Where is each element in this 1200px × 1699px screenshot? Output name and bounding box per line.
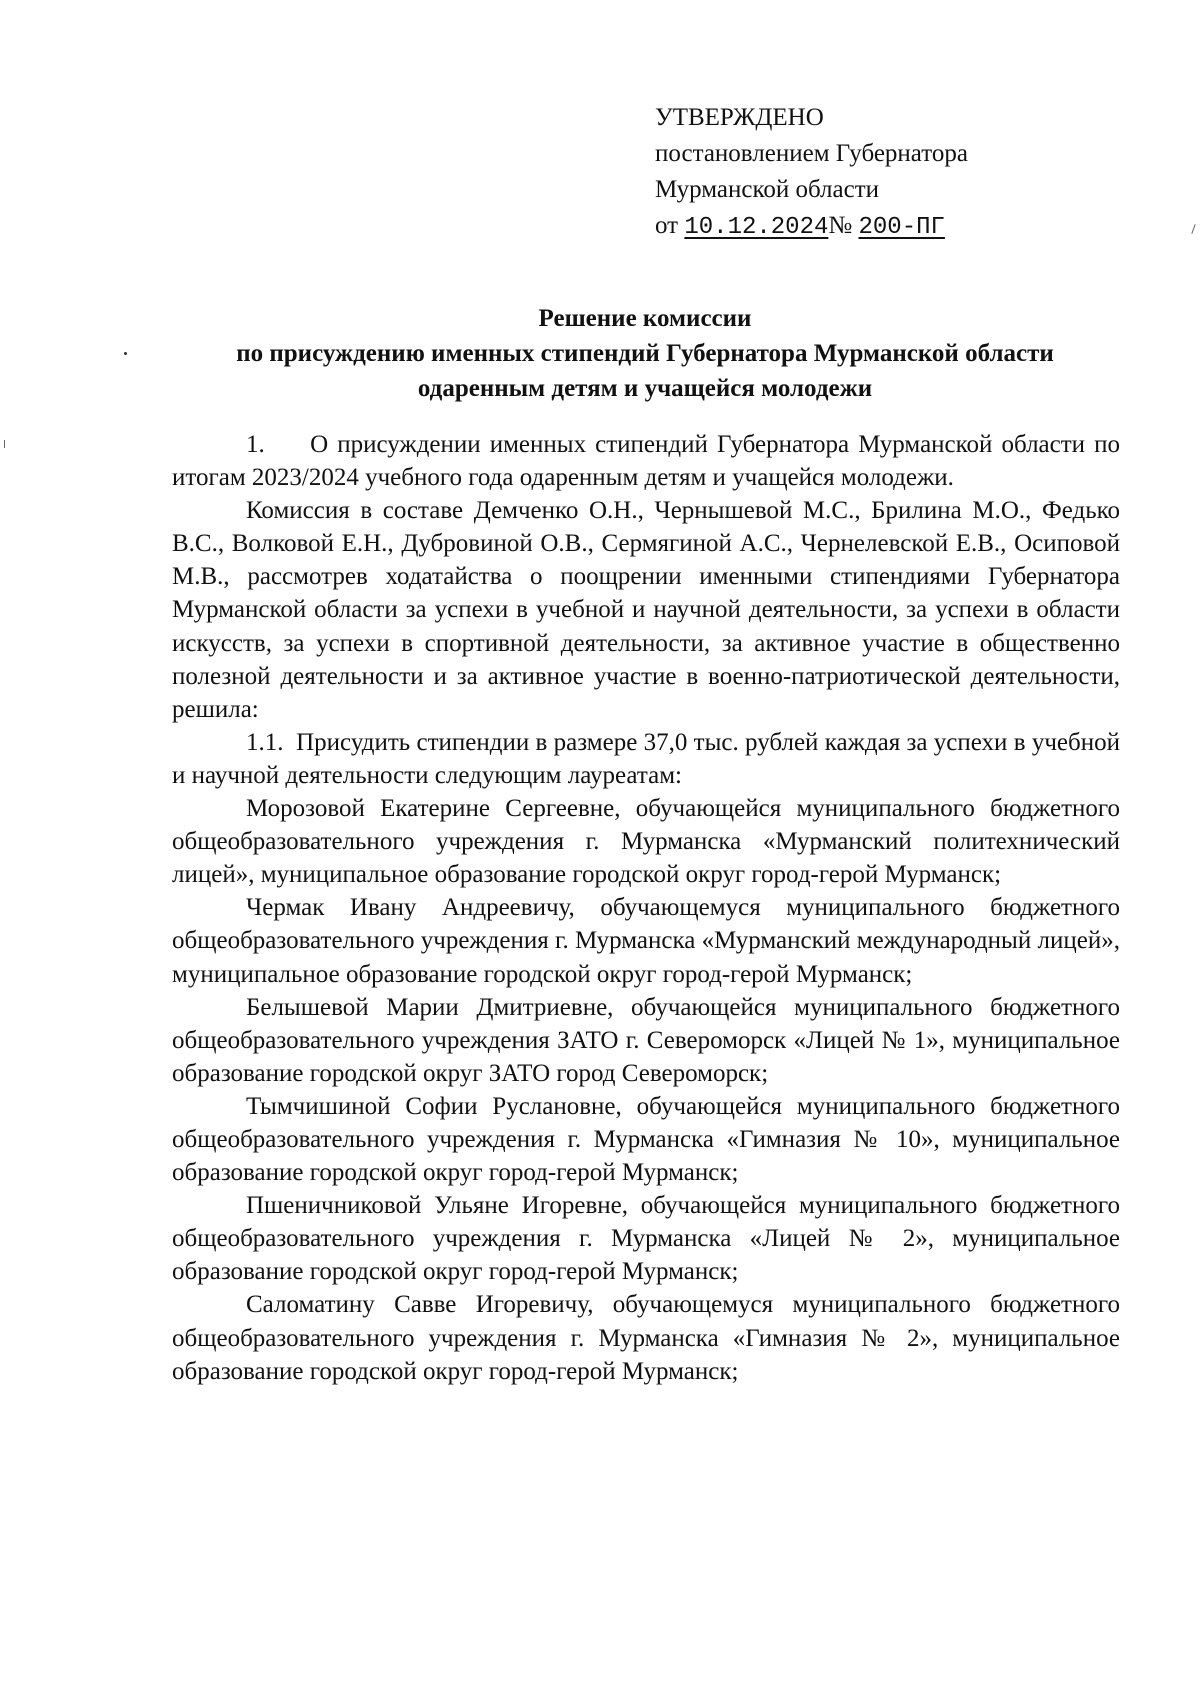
title-line-1: Решение комиссии: [538, 305, 752, 332]
title-line-2: по присуждению именных стипендий Губернатора Мурманской области: [236, 340, 1054, 367]
approval-date-line: [655, 208, 968, 246]
title-line-3: одаренным детям и учащейся молодежи: [417, 375, 873, 402]
date-prefix: от: [655, 212, 685, 239]
laureate-entry: Саломатину Савве Игоревичу, обучающемуся муниципального бюджетного общеобразовательного учреждения г. Мурманска «Гимназия № 2», муниципальное образование городской округ город-герой Мурманск;: [172, 1291, 1120, 1385]
laureate-entry: Пшеничниковой Ульяне Игоревне, обучающейся муниципального бюджетного общеобразовательного учреждения г. Мурманска «Лицей № 2», муниципальное образование городской округ город-герой Мурманск;: [172, 1192, 1120, 1286]
number-prefix: №: [828, 212, 859, 239]
scan-artifact-dot: [124, 352, 127, 355]
approval-heading: УТВЕРЖДЕНО: [655, 104, 824, 131]
laureate-entry: Чермак Ивану Андреевичу, обучающемуся муниципального бюджетного общеобразовательного учреждения г. Мурманска «Мурманский международный лицей», муниципальное образование городской округ город-герой Мурманск;: [172, 894, 1120, 988]
decree-number: 200-ПГ: [858, 214, 945, 241]
scan-artifact-mark: [1191, 224, 1195, 234]
scan-artifact-mark: [4, 440, 5, 448]
paragraph-item-1: 1. О присуждении именных стипендий Губернатора Мурманской области по итогам 2023/2024 учебного года одаренным детям и учащейся молодежи.: [172, 431, 1120, 492]
decree-date: 10.12.2024: [684, 214, 829, 241]
paragraph-commission: Комиссия в составе Демченко О.Н., Чернышевой М.С., Брилина М.О., Федько В.С., Волковой Е.Н., Дубровиной О.В., Сермягиной А.С., Чернелевской Е.В., Осиповой М.В., рассмотрев ходатайства о поощрении именными стипендиями Губернатора Мурманской области за успехи в учебной и научной деятельности, за успехи в области искусств, за успехи в спортивной деятельности, за активное участие в общественно полезной деятельности и за активное участие в военно-патриотической деятельности, решила:: [172, 497, 1120, 723]
laureate-entry: Тымчишиной Софии Руслановне, обучающейся муниципального бюджетного общеобразовательного учреждения г. Мурманска «Гимназия № 10», муниципальное образование городской округ город-герой Мурманск;: [172, 1092, 1120, 1187]
approval-line-decree: постановлением Губернатора: [655, 140, 968, 167]
laureate-entry: Белышевой Марии Дмитриевне, обучающейся муниципального бюджетного общеобразовательного учреждения ЗАТО г. Североморск «Лицей № 1», муниципальное образование городской округ ЗАТО город Североморск;: [172, 993, 1120, 1087]
document-body: [172, 428, 1120, 1388]
laureate-entry: Морозовой Екатерине Сергеевне, обучающейся муниципального бюджетного общеобразовательного учреждения г. Мурманска «Мурманский политехнический лицей», муниципальное образование городской округ город-герой Мурманск;: [172, 795, 1120, 889]
document-title: [170, 301, 1120, 406]
paragraph-item-1-1: 1.1. Присудить стипендии в размере 37,0 тыс. рублей каждая за успехи в учебной и научной деятельности следующим лауреатам:: [172, 728, 1120, 789]
approval-line-region: Мурманской области: [655, 176, 880, 203]
approval-block: [655, 100, 968, 246]
